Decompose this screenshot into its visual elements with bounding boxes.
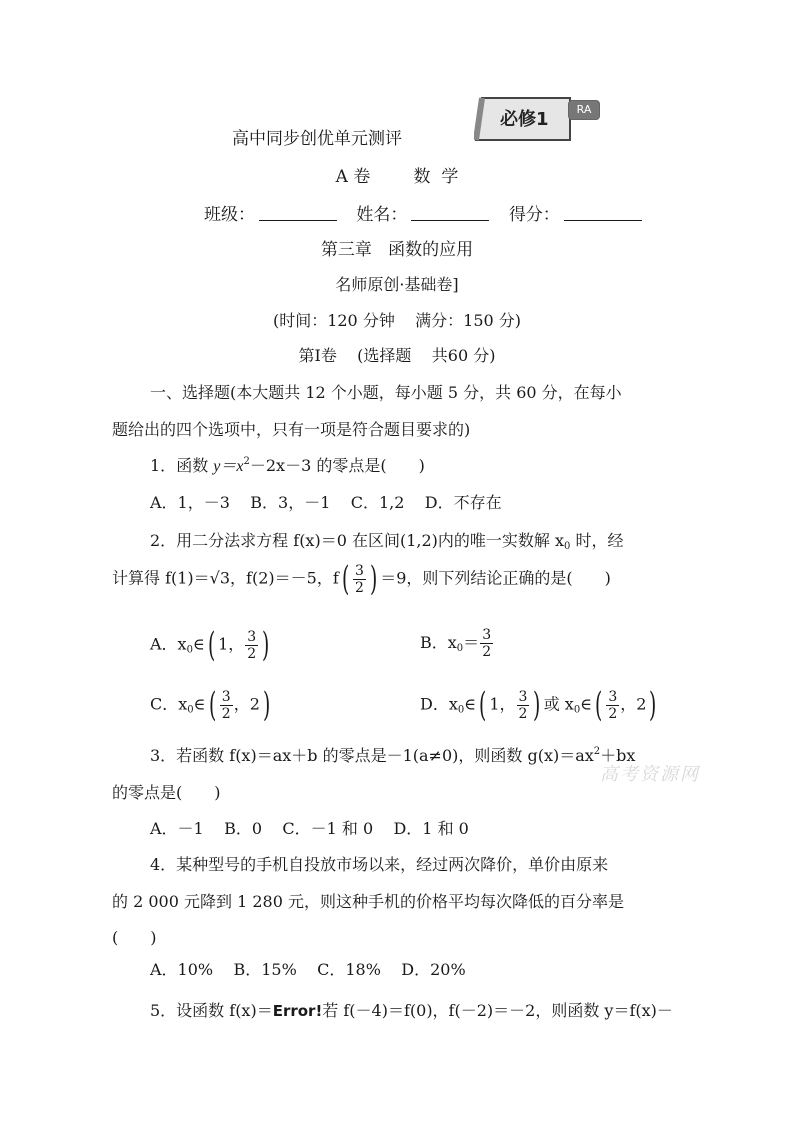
question-4-line3: ( ) <box>112 928 157 947</box>
info-line <box>204 200 642 225</box>
watermark: 高考资源网 <box>600 764 700 785</box>
question-3-line1: 3．若函数 f(x)＝ax＋b 的零点是－1(a≠0)，则函数 $g(x)=ax^2+bx$ <box>150 746 636 765</box>
class-label: 班级： <box>204 205 255 225</box>
question-3-line2: 的零点是( ) <box>112 783 221 802</box>
q3-options: A．－1 B．0 C．－1 和 0 D．1 和 0 <box>150 819 469 838</box>
q1-num: 1． <box>150 456 177 475</box>
q1-rest: －2x－3 的零点是( ) <box>249 456 425 475</box>
section-intro-line1: 一、选择题(本大题共 12 个小题，每小题 5 分，共 60 分，在每小 <box>150 383 622 402</box>
q2-fraction: $\frac{3}{2}$ <box>355 562 364 596</box>
q2-line2-suffix: ＝9，则下列结论正确的是( ) <box>380 568 611 588</box>
question-2-line1 <box>150 528 623 551</box>
question-5: 5．设函数 f(x)＝Error!若 f(－4)＝f(0)，f(－2)＝－2，则函数 y＝f(x)－ <box>150 1001 673 1020</box>
q2-line2-prefix: 计算得 f(1)＝√3，f(2)＝－5，f <box>112 568 339 588</box>
q1-prefix: 函数 <box>176 456 214 475</box>
q4-options: A．10% B．15% C．18% D．20% <box>150 960 466 979</box>
exam-info: (时间：120 分钟 满分：150 分) <box>272 311 522 330</box>
q5-error: Error! <box>272 1002 323 1020</box>
q2-option-c: C．$x_0\in$( $\frac{3}{2}$ ，2) <box>150 685 271 725</box>
score-blank[interactable] <box>564 206 642 221</box>
badge-label: 必修1 <box>500 109 549 130</box>
name-blank[interactable] <box>411 206 489 221</box>
volume-subject: A 卷 数 学 <box>335 167 459 187</box>
q1-exp: 2 <box>243 456 250 467</box>
question-2-line2: 计算得 f(1)＝√3，f(2)＝－5，f( $\frac{3}{2}$ ) ＝9，则下列结论正确的是( ) <box>112 559 611 599</box>
subtitle: 名师原创·基础卷] <box>335 275 459 294</box>
question-4-line2: 的 2 000 元降到 1 280 元，则这种手机的价格平均每次降低的百分率是 <box>112 892 624 911</box>
class-blank[interactable] <box>259 206 337 221</box>
textbook-badge <box>474 96 602 146</box>
part-title: 第Ⅰ卷 (选择题 共60 分) <box>298 346 496 365</box>
q2-line1-end: 时，经 <box>570 531 624 550</box>
score-label: 得分： <box>508 205 560 225</box>
question-1 <box>150 453 425 476</box>
q2-option-a: A．$x_0\in$( 1， $\frac{3}{2}$ ) <box>150 625 270 665</box>
series-title: 高中同步创优单元测评 <box>232 129 402 149</box>
chapter-title: 第三章 函数的应用 <box>320 240 474 260</box>
q2-option-b: B．$x_0=$ $\frac{3}{2}$ <box>420 627 492 660</box>
q1-options: A．1，－3 B．3，－1 C．1,2 D．不存在 <box>150 493 502 512</box>
q2-sub: 0 <box>564 541 571 552</box>
q2-option-d: D．$x_0\in$( 1， $\frac{3}{2}$ ) 或 $x_0\in$( $\frac{3}{2}$ ，2) <box>420 685 657 725</box>
badge-tag: RA <box>568 100 600 120</box>
q2-line1: 2．用二分法求方程 f(x)＝0 在区间(1,2)内的唯一实数解 x <box>150 531 565 550</box>
name-label: 姓名： <box>356 205 408 225</box>
q1-func: y＝x <box>213 458 244 475</box>
question-4-line1: 4．某种型号的手机自投放市场以来，经过两次降价，单价由原来 <box>150 855 609 874</box>
section-intro-line2: 题给出的四个选项中，只有一项是符合题目要求的) <box>112 420 471 439</box>
